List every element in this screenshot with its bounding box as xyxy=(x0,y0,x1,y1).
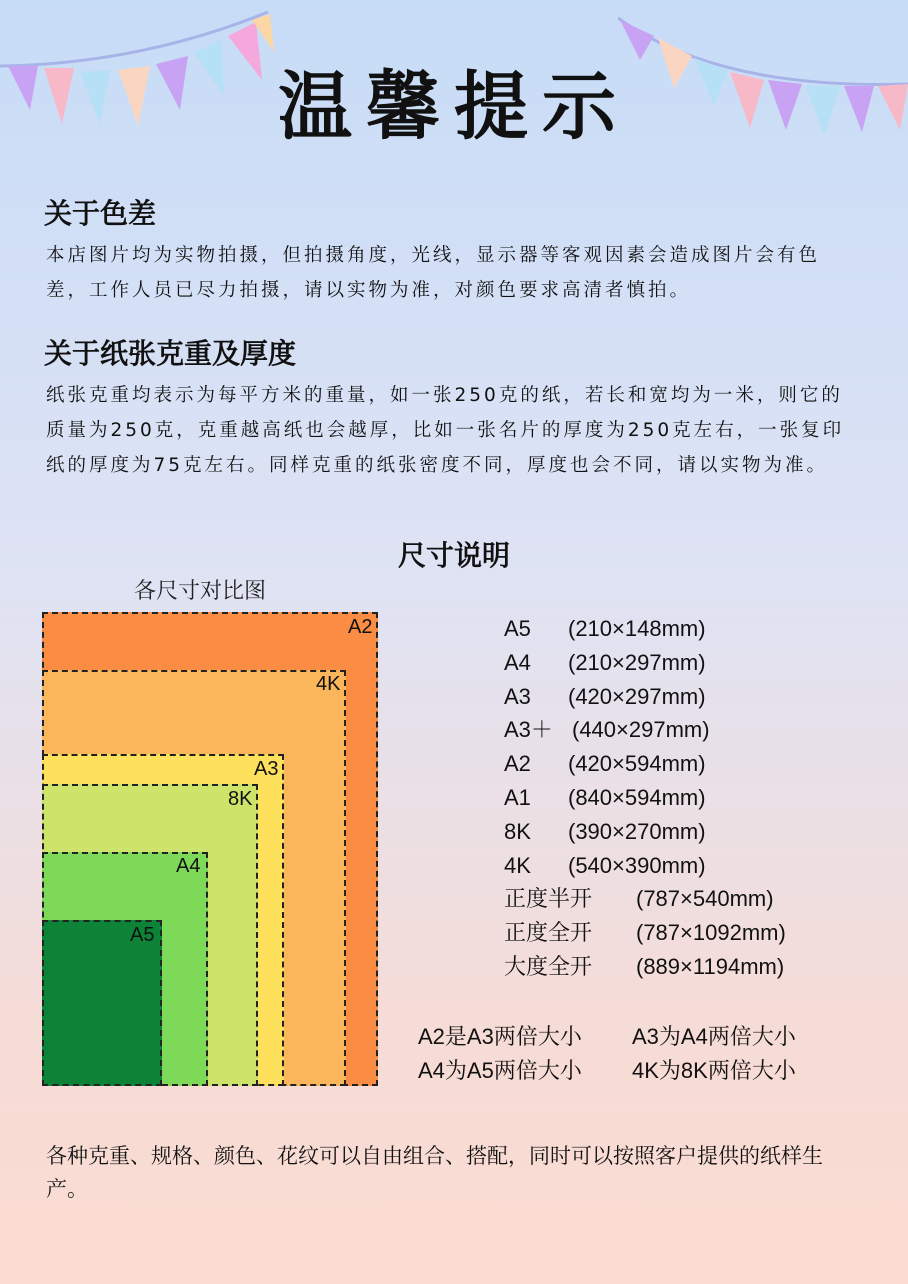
size-dimensions: (787×540mm) xyxy=(636,886,774,912)
paper-label-a5: A5 xyxy=(130,924,155,946)
size-dimensions: (889×1194mm) xyxy=(636,953,785,979)
paper-weight-text: 纸张克重均表示为每平方米的重量，如一张250克的纸，若长和宽均为一米，则它的质量为250克，克重越高纸也会越厚，比如一张名片的厚度为250克左右，一张复印纸的厚度为75克左右。同样克重的纸张密度不同，厚度也会不同，请以实物为准。 xyxy=(46,385,845,476)
size-dimensions: (390×270mm) xyxy=(568,818,706,844)
paper-weight-heading: 关于纸张克重及厚度 xyxy=(44,337,297,370)
size-row xyxy=(504,815,884,849)
ratio-note: A4为A5两倍大小 xyxy=(418,1058,582,1083)
size-dimensions: (420×594mm) xyxy=(568,751,706,777)
size-name: A3 xyxy=(504,683,531,709)
size-name: A4 xyxy=(504,649,531,675)
size-chart-caption: 各尺寸对比图 xyxy=(134,578,267,603)
size-dimensions: (440×297mm) xyxy=(572,717,710,743)
size-name: A1 xyxy=(504,784,531,810)
size-name: A5 xyxy=(504,616,531,641)
ratio-note: A3为A4两倍大小 xyxy=(632,1024,796,1049)
size-row xyxy=(504,612,884,646)
size-name: 正度半开 xyxy=(504,886,593,912)
size-row xyxy=(504,713,884,747)
size-row xyxy=(504,882,884,916)
customization-note: 各种克重、规格、颜色、花纹可以自由组合、搭配，同时可以按照客户提供的纸样生产。 xyxy=(46,1145,823,1201)
size-row xyxy=(504,680,884,714)
page-title: 温馨提示 xyxy=(278,64,630,150)
paper-label-a3: A3 xyxy=(254,758,279,780)
color-difference-text: 本店图片均为实物拍摄，但拍摄角度，光线，显示器等客观因素会造成图片会有色差，工作人员已尽力拍摄，请以实物为准，对颜色要求高清者慎拍。 xyxy=(46,245,821,301)
paper-size-comparison-chart xyxy=(42,612,382,1092)
ratio-row xyxy=(418,1020,858,1054)
paper-label-8k: 8K xyxy=(228,788,253,810)
ratio-note: 4K为8K两倍大小 xyxy=(632,1058,796,1083)
size-ratio-notes xyxy=(418,1020,858,1088)
size-dimensions: (210×297mm) xyxy=(568,649,706,675)
size-row xyxy=(504,781,884,815)
ratio-row xyxy=(418,1054,858,1088)
size-name: 8K xyxy=(504,818,531,844)
size-row xyxy=(504,646,884,680)
paper-label-a2: A2 xyxy=(348,616,373,638)
size-dimensions: (787×1092mm) xyxy=(636,920,786,946)
size-dimensions: (210×148mm) xyxy=(568,616,706,641)
size-guide-heading: 尺寸说明 xyxy=(397,539,510,572)
paper-label-a4: A4 xyxy=(176,855,201,877)
color-difference-heading: 关于色差 xyxy=(44,197,157,230)
ratio-note: A2是A3两倍大小 xyxy=(418,1024,582,1049)
size-name: 正度全开 xyxy=(504,920,593,946)
size-row xyxy=(504,747,884,781)
size-dimensions: (420×297mm) xyxy=(568,683,706,709)
size-name: A3＋ xyxy=(504,717,553,743)
size-dimensions: (540×390mm) xyxy=(568,852,706,878)
size-row xyxy=(504,916,884,950)
size-dimensions: (840×594mm) xyxy=(568,784,706,810)
size-name: 4K xyxy=(504,852,531,878)
size-name: 大度全开 xyxy=(504,953,593,979)
size-row xyxy=(504,950,884,984)
size-name: A2 xyxy=(504,751,531,777)
paper-label-4k: 4K xyxy=(316,673,341,695)
paper-size-list xyxy=(504,612,884,984)
size-row xyxy=(504,849,884,883)
